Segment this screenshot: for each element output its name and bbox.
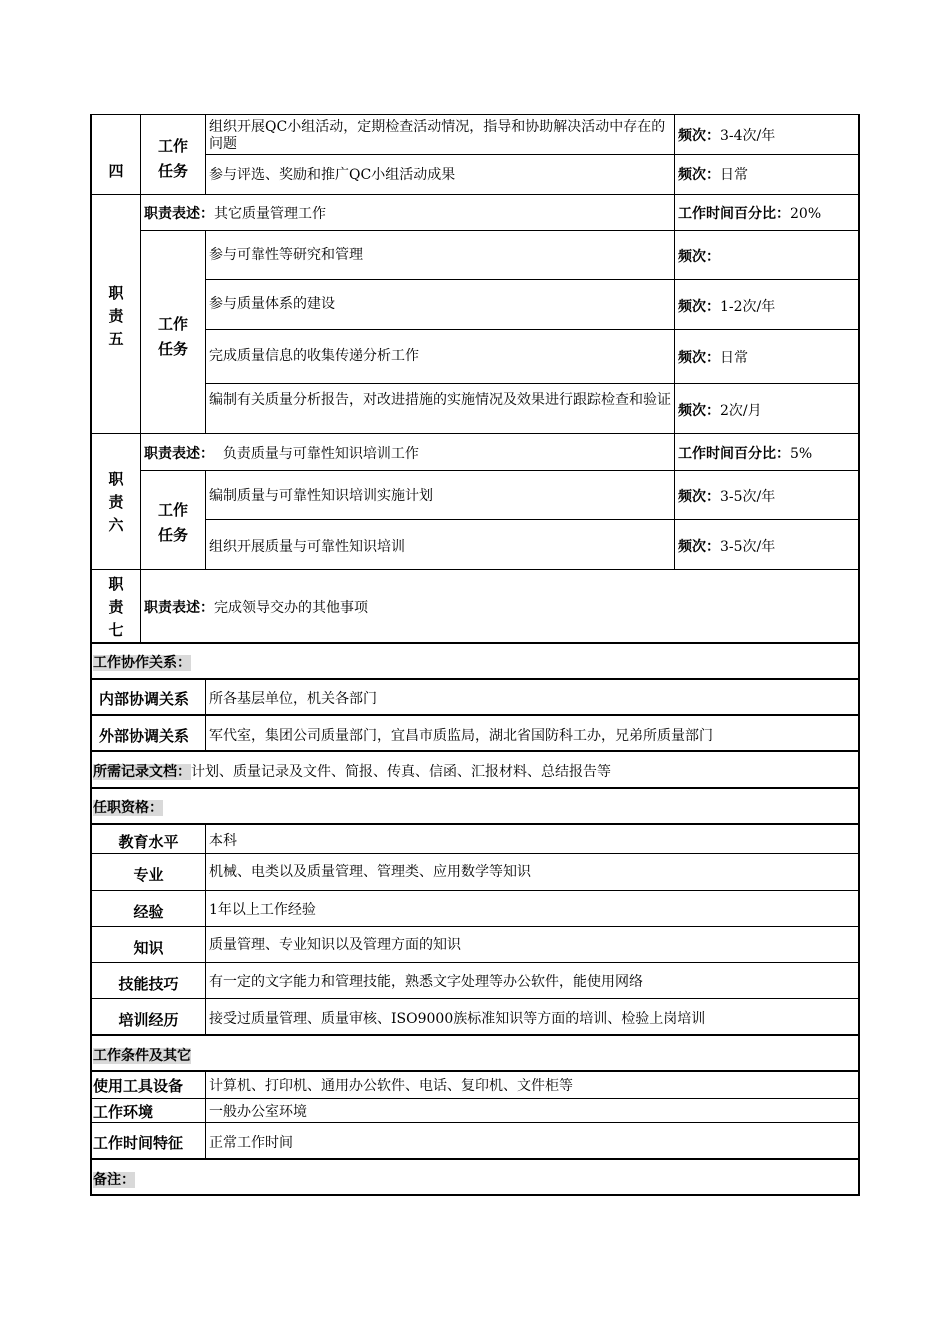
freq-label: 频次： (678, 489, 720, 505)
duty4-task-label: 工作任务 (157, 137, 188, 180)
duty5-freq-1 (678, 249, 720, 266)
duty5-desc (144, 206, 326, 223)
cond-value-hours: 正常工作时间 (209, 1135, 293, 1151)
duty4-number: 四 (108, 162, 124, 180)
duty6-task-2: 组织开展质量与可靠性知识培训 (209, 539, 405, 555)
desc-label: 职责表述： (144, 600, 214, 616)
freq-label: 频次： (678, 539, 720, 555)
cond-label-tools: 使用工具设备 (93, 1077, 184, 1095)
qual-label-skills: 技能技巧 (118, 975, 179, 993)
freq-value: 3-5次/年 (720, 489, 776, 505)
conditions-title-text: 工作条件及其它 (93, 1048, 191, 1064)
duty4-task-2: 参与评选、奖励和推广QC小组活动成果 (209, 167, 456, 183)
desc-value: 完成领导交办的其他事项 (214, 600, 368, 616)
internal-value: 所各基层单位，机关各部门 (209, 691, 377, 707)
freq-label: 频次： (678, 403, 720, 419)
desc-label: 职责表述： (144, 206, 214, 222)
duty6-task-label: 工作任务 (157, 501, 188, 544)
duty5-task-4: 编制有关质量分析报告，对改进措施的实施情况及效果进行跟踪检查和验证 (209, 392, 671, 408)
freq-label: 频次： (678, 167, 720, 183)
duty5-freq-3 (678, 350, 748, 367)
freq-value: 日常 (720, 350, 748, 366)
qual-value-knowledge: 质量管理、专业知识以及管理方面的知识 (209, 937, 461, 953)
freq-value: 1-2次/年 (720, 299, 776, 315)
duty7-label: 职责七 (108, 575, 124, 639)
qual-label-training: 培训经历 (118, 1011, 179, 1029)
desc-value: 其它质量管理工作 (214, 206, 326, 222)
qual-value-major: 机械、电类以及质量管理、管理类、应用数学等知识 (209, 864, 531, 880)
qual-label-knowledge: 知识 (133, 939, 164, 957)
duty5-freq-2 (678, 299, 775, 316)
pct-label: 工作时间百分比： (678, 206, 790, 222)
duty5-pct (678, 206, 821, 223)
qual-value-education: 本科 (209, 833, 237, 849)
qual-label-experience: 经验 (133, 903, 164, 921)
external-label: 外部协调关系 (99, 727, 190, 745)
cond-label-environment: 工作环境 (93, 1103, 154, 1121)
records-label: 所需记录文档： (93, 764, 191, 780)
duty4-freq-1 (678, 128, 775, 145)
duty5-task-label: 工作任务 (157, 315, 188, 358)
duty5-label: 职责五 (108, 284, 124, 348)
records-value: 计划、质量记录及文件、简报、传真、信函、汇报材料、总结报告等 (191, 764, 611, 780)
duty6-pct (678, 446, 812, 463)
freq-value: 3-4次/年 (720, 128, 776, 144)
duty6-task-1: 编制质量与可靠性知识培训实施计划 (209, 488, 433, 504)
freq-label: 频次： (678, 350, 720, 366)
duty6-freq-2 (678, 539, 775, 556)
remarks-label (93, 1172, 145, 1189)
cond-label-hours: 工作时间特征 (93, 1134, 184, 1152)
duty5-task-1: 参与可靠性等研究和管理 (209, 247, 363, 263)
qual-value-experience: 1年以上工作经验 (209, 902, 316, 918)
qual-label-major: 专业 (133, 866, 164, 884)
pct-value: 5% (790, 446, 813, 462)
duty5-task-2: 参与质量体系的建设 (209, 296, 335, 312)
duty6-desc (144, 446, 419, 463)
cooperation-title (93, 655, 191, 672)
freq-value: 2次/月 (720, 403, 762, 419)
duty6-freq-1 (678, 489, 775, 506)
duty4-freq-2 (678, 167, 748, 184)
freq-value: 日常 (720, 167, 748, 183)
duty7-desc (144, 600, 368, 617)
pct-value: 20% (790, 206, 822, 222)
qualification-title (93, 800, 163, 817)
freq-label: 频次： (678, 299, 720, 315)
duty5-task-3: 完成质量信息的收集传递分析工作 (209, 348, 419, 364)
freq-label: 频次： (678, 249, 720, 265)
freq-value: 3-5次/年 (720, 539, 776, 555)
internal-label: 内部协调关系 (99, 690, 190, 708)
desc-label: 职责表述： (144, 446, 214, 462)
duty6-label: 职责六 (108, 470, 124, 534)
desc-value: 负责质量与可靠性知识培训工作 (222, 446, 419, 462)
duty4-task-1: 组织开展QC小组活动，定期检查活动情况，指导和协助解决活动中存在的问题 (209, 119, 666, 152)
qual-label-education: 教育水平 (118, 833, 179, 851)
external-value: 军代室，集团公司质量部门，宜昌市质监局，湖北省国防科工办，兄弟所质量部门 (209, 728, 713, 744)
pct-label: 工作时间百分比： (678, 446, 790, 462)
conditions-title (93, 1048, 191, 1065)
cond-value-tools: 计算机、打印机、通用办公软件、电话、复印机、文件柜等 (209, 1078, 573, 1094)
remarks-label-text: 备注： (93, 1172, 135, 1188)
cooperation-title-text: 工作协作关系： (93, 655, 191, 671)
freq-label: 频次： (678, 128, 720, 144)
duty5-freq-4 (678, 403, 762, 420)
qual-value-skills: 有一定的文字能力和管理技能，熟悉文字处理等办公软件，能使用网络 (209, 974, 643, 990)
cond-value-environment: 一般办公室环境 (209, 1104, 307, 1120)
qualification-title-text: 任职资格： (93, 800, 163, 816)
qual-value-training: 接受过质量管理、质量审核、ISO9000族标准知识等方面的培训、检验上岗培训 (209, 1011, 706, 1027)
records-row (93, 764, 611, 781)
